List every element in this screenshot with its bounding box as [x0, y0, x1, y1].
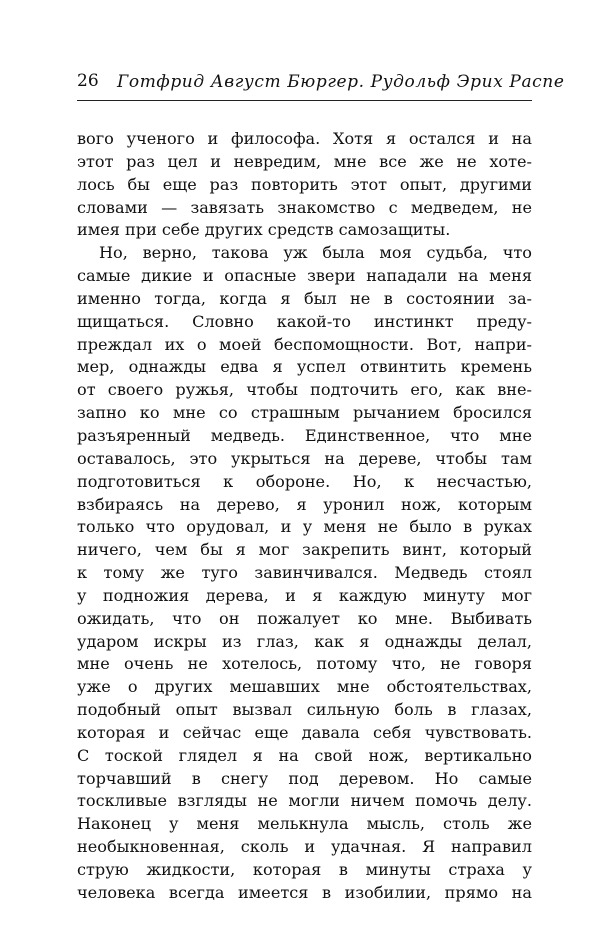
text-line: мер, однажды едва я успел отвинтить кремень: [77, 357, 532, 377]
text-line: щищаться. Словно какой-то инстинкт преду-: [77, 311, 532, 331]
text-line: вого ученого и философа. Хотя я остался и на: [77, 129, 532, 148]
text-line: словами — завязать знакомство с медведем, не: [77, 197, 532, 217]
text-line: от своего ружья, чтобы подточить его, как вне-: [77, 380, 532, 400]
text-line: у подножия дерева, и я каждую минуту мог: [77, 585, 532, 605]
text-line: подготовиться к обороне. Но, к несчастью,: [77, 471, 532, 491]
text-line: ожидать, что он пожалует ко мне. Выбивать: [77, 608, 532, 628]
text-line: взбираясь на дерево, я уронил нож, которым: [77, 494, 532, 514]
running-head: [77, 66, 565, 101]
text-line: которая и сейчас еще давала себя чувствовать.: [77, 722, 532, 742]
text-line: преждал их о моей беспомощности. Вот, напри-: [77, 334, 532, 354]
body-text: [77, 128, 532, 905]
text-line: человека всегда имеется в изобилии, прямо на: [77, 882, 532, 902]
text-line: запно ко мне со страшным рычанием бросился: [77, 403, 532, 423]
text-line: разъяренный медведь. Единственное, что мне: [77, 425, 532, 445]
text-line: тоскливые взгляды не могли ничем помочь делу.: [77, 791, 532, 811]
text-line: только что орудовал, и у меня не было в руках: [77, 517, 532, 537]
text-line: к тому же туго завинчивался. Медведь стоял: [77, 563, 532, 583]
text-line: уже о других мешавших мне обстоятельствах,: [77, 677, 532, 697]
text-line: лось бы еще раз повторить этот опыт, другими: [77, 174, 532, 194]
text-line: имея при себе других средств самозащиты.: [77, 220, 451, 240]
running-title: Готфрид Август Бюргер. Рудольф Эрих Распе: [117, 72, 565, 92]
book-page: [77, 66, 565, 905]
text-line: торчавший в снегу под деревом. Но самые: [77, 768, 532, 788]
text-line: С тоской глядел я на свой нож, вертикально: [77, 745, 532, 765]
page-number: 26: [77, 71, 99, 91]
text-line: мне очень не хотелось, потому что, не говоря: [77, 654, 532, 674]
text-line: подобный опыт вызвал сильную боль в глазах,: [77, 700, 532, 720]
text-line: Наконец у меня мелькнула мысль, столь же: [77, 814, 532, 834]
text-line: ударом искры из глаз, как я однажды делал,: [77, 631, 532, 651]
text-line: струю жидкости, которая в минуты страха у: [77, 860, 532, 879]
text-line: именно тогда, когда я был не в состоянии за-: [77, 288, 532, 308]
text-line: необыкновенная, сколь и удачная. Я направил: [77, 837, 532, 857]
text-line: самые дикие и опасные звери нападали на меня: [77, 266, 532, 286]
text-line: ничего, чем бы я мог закрепить винт, который: [77, 540, 532, 560]
text-line: оставалось, это укрыться на дереве, чтобы там: [77, 448, 532, 468]
text-line: этот раз цел и невредим, мне все же не хоте-: [77, 151, 532, 171]
text-line: Но, верно, такова уж была моя судьба, что: [99, 243, 532, 263]
